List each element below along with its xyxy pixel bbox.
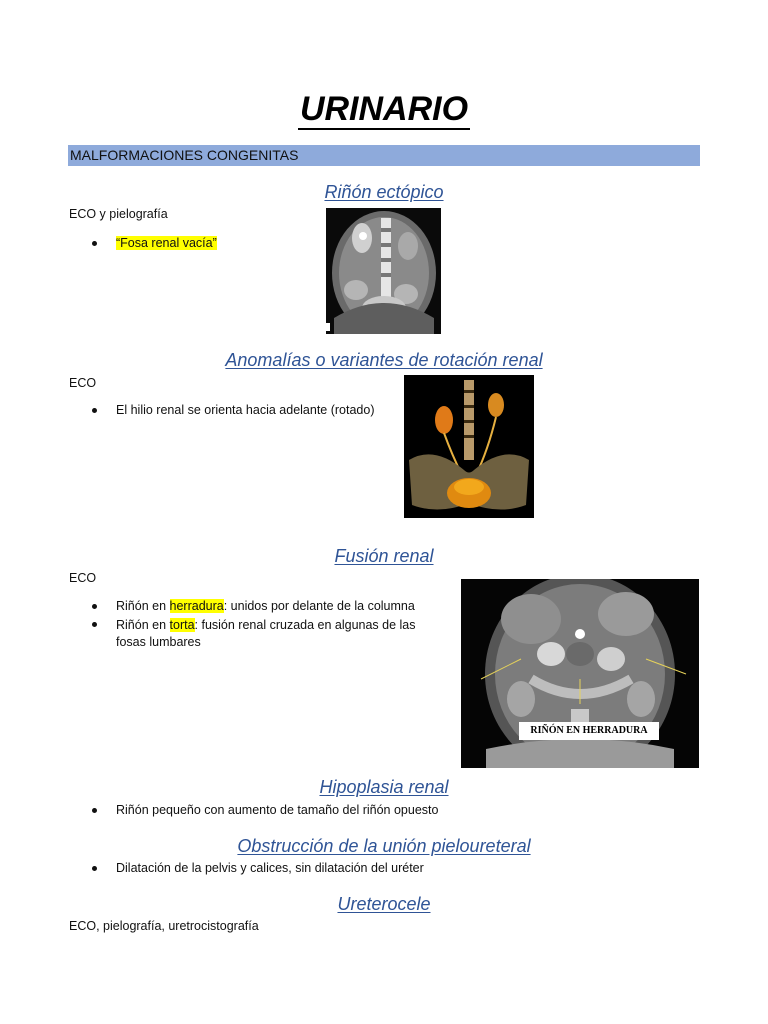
bullet-icon — [92, 604, 97, 609]
fusion-bullet-1-pre: Riñón en — [116, 599, 170, 613]
heading-ectopic-kidney: Riñón ectópico — [324, 182, 444, 202]
list-item — [116, 861, 424, 875]
list-item — [116, 599, 436, 613]
list-item — [116, 403, 375, 417]
bullet-icon — [92, 408, 97, 413]
fusion-bullet-1-highlight: herradura — [169, 599, 224, 613]
bullet-icon — [92, 866, 97, 871]
list-item — [116, 236, 217, 250]
heading-renal-hypoplasia: Hipoplasia renal — [319, 777, 449, 797]
heading-ureteropelvic-obstruction: Obstrucción de la unión pieloureteral — [237, 836, 531, 856]
obstruction-bullet-text: Dilatación de la pelvis y calices, sin dilatación del uréter — [116, 861, 424, 875]
bullet-icon — [92, 808, 97, 813]
section-banner: MALFORMACIONES CONGENITAS — [68, 145, 700, 166]
list-item — [116, 803, 438, 817]
list-item — [116, 617, 436, 651]
fusion-bullet-2-highlight: torta — [169, 618, 195, 632]
ectopic-bullet-text: “Fosa renal vacía” — [116, 236, 217, 250]
heading-renal-rotation: Anomalías o variantes de rotación renal — [225, 350, 543, 370]
heading-renal-fusion: Fusión renal — [334, 546, 434, 566]
ectopic-intro: ECO y pielografía — [69, 207, 168, 221]
rotation-intro: ECO — [69, 376, 97, 390]
fusion-bullet-2-post: : fusión renal cruzada en algunas de las fosas lumbares — [116, 618, 416, 649]
bullet-icon — [92, 622, 97, 627]
fusion-intro: ECO — [69, 571, 97, 585]
heading-ureterocele: Ureterocele — [337, 894, 431, 914]
ureterocele-intro: ECO, pielografía, uretrocistografía — [69, 919, 259, 933]
bullet-icon — [92, 241, 97, 246]
image-caption: RIÑÓN EN HERRADURA — [519, 722, 659, 740]
page-title: URINARIO — [299, 90, 469, 128]
rotation-bullet-text: El hilio renal se orienta hacia adelante (rotado) — [116, 403, 375, 417]
hypoplasia-bullet-text: Riñón pequeño con aumento de tamaño del riñón opuesto — [116, 803, 439, 817]
ct-scan-horseshoe-kidney-image — [461, 579, 699, 768]
fusion-bullet-1-post: : unidos por delante de la columna — [223, 599, 415, 613]
3d-render-kidneys-image — [404, 375, 534, 518]
fusion-bullet-2-pre: Riñón en — [116, 618, 170, 632]
ct-scan-ectopic-kidney-image — [326, 208, 441, 334]
